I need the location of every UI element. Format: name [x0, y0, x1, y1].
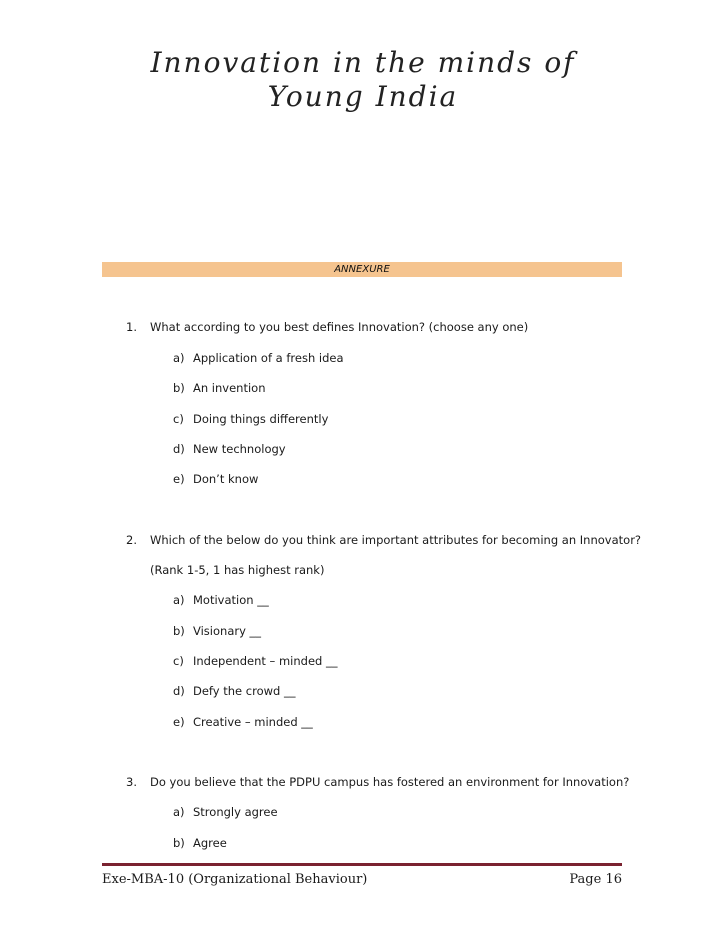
option-text: Motivation __ [193, 593, 269, 607]
option-2b [173, 624, 261, 638]
option-text: Agree [193, 836, 227, 850]
question-number: 1. [126, 320, 137, 334]
question-2 [126, 533, 641, 547]
option-text: Creative – minded __ [193, 715, 313, 729]
question-text: What according to you best defines Innovation? (choose any one) [150, 320, 529, 334]
option-2a [173, 593, 269, 607]
question-2-note: (Rank 1-5, 1 has highest rank) [150, 563, 325, 577]
option-letter: c) [173, 654, 184, 668]
option-letter: a) [173, 593, 185, 607]
question-1 [126, 320, 528, 334]
option-letter: a) [173, 351, 185, 365]
option-text: Strongly agree [193, 805, 278, 819]
option-1b [173, 381, 266, 395]
option-text: New technology [193, 442, 286, 456]
option-1a [173, 351, 344, 365]
option-letter: b) [173, 836, 185, 850]
option-3a [173, 805, 278, 819]
question-text: Which of the below do you think are important attributes for becoming an Innovator? [150, 533, 642, 547]
option-letter: e) [173, 472, 185, 486]
footer-divider [102, 863, 622, 866]
footer-course-label: Exe-MBA-10 (Organizational Behaviour) [102, 872, 368, 887]
option-text: Independent – minded __ [193, 654, 338, 668]
question-number: 2. [126, 533, 137, 547]
option-letter: e) [173, 715, 185, 729]
option-letter: b) [173, 381, 185, 395]
page-title: Innovation in the minds of Young India [150, 46, 576, 113]
footer-page-number: Page 16 [569, 872, 622, 887]
option-text: An invention [193, 381, 266, 395]
option-2c [173, 654, 337, 668]
question-3 [126, 775, 629, 789]
option-1d [173, 442, 286, 456]
question-number: 3. [126, 775, 137, 789]
option-1e [173, 472, 258, 486]
option-2e [173, 715, 313, 729]
option-text: Application of a fresh idea [193, 351, 344, 365]
option-1c [173, 412, 328, 426]
option-text: Visionary __ [193, 624, 262, 638]
option-text: Defy the crowd __ [193, 684, 296, 698]
option-2d [173, 684, 295, 698]
option-letter: d) [173, 442, 185, 456]
option-letter: c) [173, 412, 184, 426]
question-text: Do you believe that the PDPU campus has fostered an environment for Innovation? [150, 775, 630, 789]
annexure-banner: ANNEXURE [102, 262, 622, 277]
option-3b [173, 836, 227, 850]
option-letter: d) [173, 684, 185, 698]
option-text: Don’t know [193, 472, 259, 486]
option-letter: a) [173, 805, 185, 819]
option-letter: b) [173, 624, 185, 638]
option-text: Doing things differently [193, 412, 329, 426]
